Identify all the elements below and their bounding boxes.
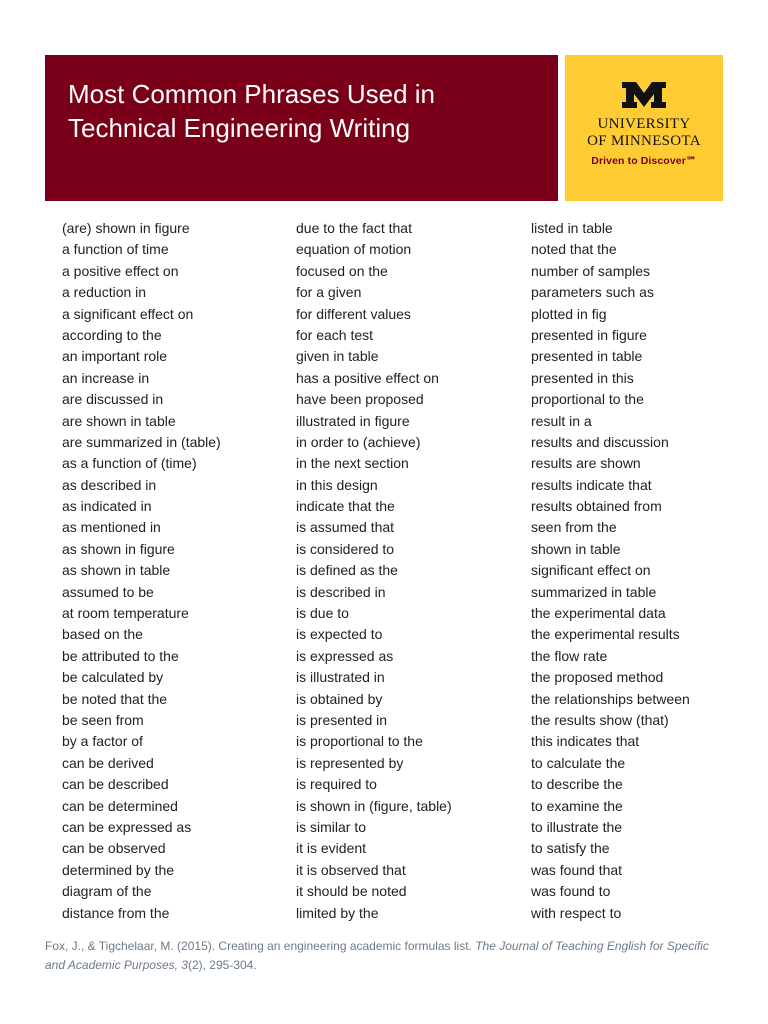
phrase-item: is considered to <box>296 540 395 557</box>
university-name-line-2: OF MINNESOTA <box>587 133 701 149</box>
citation-issue-pages: (2), 295-304. <box>187 958 257 972</box>
phrase-item: the results show (that) <box>531 711 669 728</box>
phrase-item: assumed to be <box>62 583 154 600</box>
phrase-column-1 <box>62 218 221 924</box>
university-m-icon <box>621 82 667 108</box>
phrase-item: shown in table <box>531 540 621 557</box>
phrase-item: for a given <box>296 284 362 301</box>
page-title-line-2: Technical Engineering Writing <box>68 113 411 143</box>
title-banner <box>45 55 558 201</box>
phrase-item: presented in this <box>531 369 634 386</box>
phrase-item: as shown in table <box>62 562 171 579</box>
phrase-column-3 <box>531 218 690 924</box>
phrase-item: diagram of the <box>62 883 152 900</box>
university-tagline: Driven to Discover℠ <box>591 155 697 167</box>
phrase-item: limited by the <box>296 904 379 921</box>
phrase-item: is shown in (figure, table) <box>296 797 452 814</box>
phrase-item: is expressed as <box>296 647 394 664</box>
phrase-item: significant effect on <box>531 562 651 579</box>
phrase-item: the experimental data <box>531 605 666 622</box>
phrase-item: is assumed that <box>296 519 395 536</box>
phrase-item: is required to <box>296 776 377 793</box>
page-title-line-1: Most Common Phrases Used in <box>68 79 436 109</box>
phrase-item: results are shown <box>531 455 641 472</box>
phrase-item: for different values <box>296 305 411 322</box>
phrase-item: results obtained from <box>531 498 662 515</box>
phrase-item: was found that <box>531 861 623 878</box>
phrase-item: can be determined <box>62 797 178 814</box>
phrase-item: an important role <box>62 348 168 365</box>
university-name <box>565 116 723 150</box>
phrase-item: as indicated in <box>62 498 152 515</box>
phrase-item: results indicate that <box>531 476 652 493</box>
phrase-item: is presented in <box>296 711 388 728</box>
phrase-item: be seen from <box>62 711 144 728</box>
phrase-item: number of samples <box>531 262 651 279</box>
phrase-item: a function of time <box>62 241 169 258</box>
phrase-item: a reduction in <box>62 284 147 301</box>
phrase-item: can be expressed as <box>62 818 192 835</box>
phrase-item: is illustrated in <box>296 669 385 686</box>
phrase-item: distance from the <box>62 904 170 921</box>
phrase-item: to satisfy the <box>531 840 610 857</box>
phrase-item: (are) shown in figure <box>62 220 190 236</box>
phrase-item: an increase in <box>62 369 150 386</box>
phrase-item: can be observed <box>62 840 166 857</box>
phrase-item: focused on the <box>296 262 388 279</box>
phrase-item: the proposed method <box>531 669 664 686</box>
phrase-item: have been proposed <box>296 391 424 408</box>
phrase-item: in this design <box>296 476 378 493</box>
phrase-item: to describe the <box>531 776 623 793</box>
phrase-item: a positive effect on <box>62 262 179 279</box>
phrase-item: is obtained by <box>296 690 383 707</box>
phrase-item: in the next section <box>296 455 409 472</box>
phrase-item: has a positive effect on <box>296 369 439 386</box>
phrase-item: according to the <box>62 326 162 343</box>
phrase-item: can be described <box>62 776 169 793</box>
phrase-item: be noted that the <box>62 690 168 707</box>
phrase-item: the relationships between <box>531 690 690 707</box>
phrase-item: given in table <box>296 348 379 365</box>
phrase-columns <box>0 218 768 928</box>
phrase-item: was found to <box>531 883 611 900</box>
phrase-item: due to the fact that <box>296 220 412 236</box>
phrase-item: results and discussion <box>531 433 669 450</box>
phrase-item: it should be noted <box>296 883 407 900</box>
university-name-line-1: UNIVERSITY <box>597 116 691 132</box>
phrase-item: be attributed to the <box>62 647 179 664</box>
phrase-item: as mentioned in <box>62 519 161 536</box>
phrase-item: is described in <box>296 583 386 600</box>
phrase-item: for each test <box>296 326 374 343</box>
phrase-item: as a function of (time) <box>62 455 197 472</box>
phrase-item: the experimental results <box>531 626 680 643</box>
phrase-item: plotted in fig <box>531 305 607 322</box>
phrase-item: indicate that the <box>296 498 395 515</box>
citation-authors-title: Fox, J., & Tigchelaar, M. (2015). Creating an engineering academic formulas list. <box>45 939 476 953</box>
phrase-item: proportional to the <box>531 391 644 408</box>
university-logo <box>565 55 723 201</box>
phrase-item: is expected to <box>296 626 383 643</box>
phrase-item: are shown in table <box>62 412 176 429</box>
phrase-item: is proportional to the <box>296 733 423 750</box>
phrase-item: this indicates that <box>531 733 640 750</box>
phrase-item: illustrated in figure <box>296 412 410 429</box>
phrase-item: noted that the <box>531 241 617 258</box>
phrase-item: is defined as the <box>296 562 398 579</box>
phrase-item: based on the <box>62 626 143 643</box>
phrase-item: by a factor of <box>62 733 143 750</box>
phrase-item: at room temperature <box>62 605 189 622</box>
phrase-item: listed in table <box>531 220 613 236</box>
phrase-item: determined by the <box>62 861 175 878</box>
phrase-item: the flow rate <box>531 647 608 664</box>
phrase-item: with respect to <box>531 904 622 921</box>
phrase-item: presented in table <box>531 348 643 365</box>
phrase-item: be calculated by <box>62 669 164 686</box>
phrase-column-2 <box>296 218 452 924</box>
citation-journal: The Journal of Teaching English for Specific and Academic Purposes, 3 <box>45 939 709 972</box>
phrase-item: it is evident <box>296 840 367 857</box>
page-title <box>68 77 558 145</box>
phrase-item: is similar to <box>296 818 367 835</box>
phrase-item: to examine the <box>531 797 623 814</box>
phrase-item: equation of motion <box>296 241 412 258</box>
phrase-item: as shown in figure <box>62 540 175 557</box>
phrase-item: are discussed in <box>62 391 164 408</box>
phrase-item: parameters such as <box>531 284 654 301</box>
phrase-item: seen from the <box>531 519 617 536</box>
phrase-item: are summarized in (table) <box>62 433 221 450</box>
phrase-item: it is observed that <box>296 861 406 878</box>
phrase-item: a significant effect on <box>62 305 194 322</box>
phrase-item: summarized in table <box>531 583 657 600</box>
phrase-item: presented in figure <box>531 326 647 343</box>
citation <box>45 937 725 975</box>
phrase-item: can be derived <box>62 754 154 771</box>
phrase-item: is represented by <box>296 754 404 771</box>
phrase-item: as described in <box>62 476 157 493</box>
phrase-item: is due to <box>296 605 349 622</box>
phrase-item: in order to (achieve) <box>296 433 421 450</box>
phrase-item: result in a <box>531 412 592 429</box>
phrase-item: to illustrate the <box>531 818 623 835</box>
phrase-item: to calculate the <box>531 754 626 771</box>
